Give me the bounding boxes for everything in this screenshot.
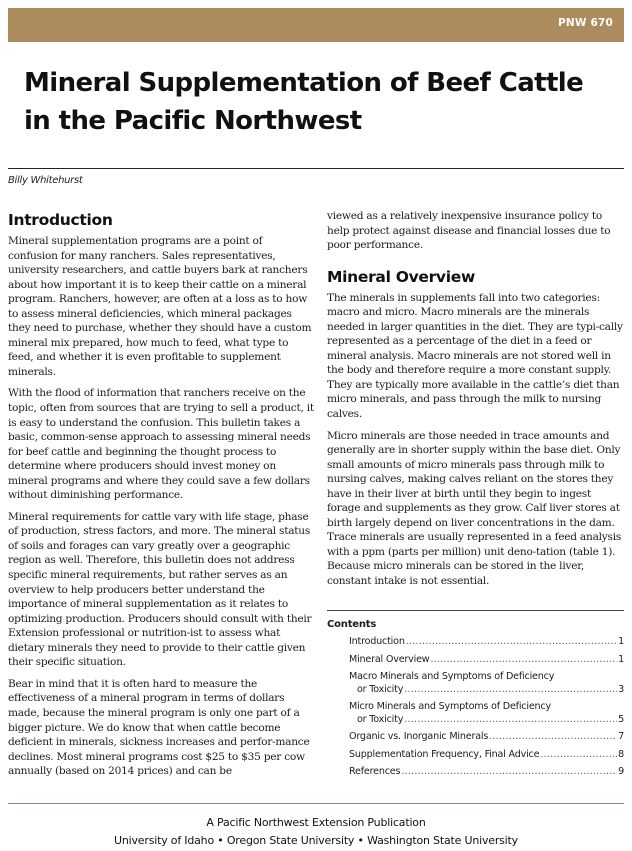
toc-page: 8 xyxy=(618,748,624,760)
toc-page: 1 xyxy=(618,636,624,647)
toc-item-mineral-overview[interactable] xyxy=(349,654,624,667)
toc-label: Micro Minerals and Symptoms of Deficiency xyxy=(349,701,551,712)
title-line-2: in the Pacific Northwest xyxy=(24,106,362,136)
toc-label: Introduction xyxy=(349,636,405,647)
toc-page: 1 xyxy=(618,653,624,665)
right-column xyxy=(327,209,625,596)
toc-leader xyxy=(401,766,617,779)
mineral-overview-heading: Mineral Overview xyxy=(327,267,475,286)
toc-list xyxy=(327,636,624,779)
toc-leader xyxy=(404,684,617,697)
table-of-contents xyxy=(327,619,624,784)
footer-publication-line: A Pacific Northwest Extension Publication xyxy=(206,816,426,829)
toc-leader xyxy=(406,636,617,649)
overview-paragraph-2: Micro minerals are those needed in trace amounts and generally are in shorter supply within the base diet. Only small amounts of micro minerals pass through milk to nursing calves, making calves reliant on the stores they have in their liver at birth until they begin to ingest forage and supplements as they grow. Calf liver stores at birth largely depend on liver concentrations in the dam. Trace minerals are usually represented in a feed analysis with a ppm (parts per million) unit deno-tation (table 1). Because micro minerals can be stored in the liver, constant intake is not essential. xyxy=(327,429,622,588)
toc-item-organic-vs-inorganic[interactable] xyxy=(349,731,624,744)
intro-paragraph-1: Mineral supplementation programs are a point of confusion for many ranchers. Sales representatives, university researchers, and cattle buyers bark at ranchers about how important it is to keep their cattle on a mineral program. Ranchers, however, are often at a loss as to how to assess mineral deficiencies, which mineral packages they need to purchase, whether they should have a custom mineral mix prepared, how much to feed, what type to feed, and whether it is even profitable to supplement minerals. xyxy=(8,235,312,378)
toc-item-supplementation-frequency[interactable] xyxy=(349,749,624,762)
author-byline: Billy Whitehurst xyxy=(8,175,83,186)
toc-page: 9 xyxy=(618,766,624,777)
intro-paragraph-4-continuation: viewed as a relatively inexpensive insurance policy to help protect against disease and financial losses due to poor performance. xyxy=(327,210,611,252)
publication-code: PNW 670 xyxy=(557,17,613,29)
toc-label: Supplementation Frequency, Final Advice xyxy=(349,748,540,760)
toc-label: References xyxy=(349,766,401,777)
toc-item-macro-minerals[interactable] xyxy=(349,671,624,696)
toc-item-introduction[interactable] xyxy=(349,636,624,649)
toc-page: 5 xyxy=(618,713,624,725)
toc-page: 7 xyxy=(618,731,624,742)
toc-item-micro-minerals[interactable] xyxy=(349,701,624,726)
footer-universities-line: University of Idaho • Oregon State University • Washington State University xyxy=(114,834,518,847)
document-title xyxy=(24,64,624,140)
contents-heading: Contents xyxy=(327,619,377,630)
contents-divider xyxy=(327,610,624,611)
toc-label-continued: or Toxicity xyxy=(357,683,404,695)
toc-item-references[interactable] xyxy=(349,766,624,779)
toc-label: Macro Minerals and Symptoms of Deficiency xyxy=(349,671,555,682)
header-band xyxy=(8,8,624,42)
toc-label: Mineral Overview xyxy=(349,653,430,665)
title-line-1: Mineral Supplementation of Beef Cattle xyxy=(24,68,584,98)
toc-page: 3 xyxy=(618,683,624,695)
toc-leader xyxy=(404,714,617,727)
title-divider xyxy=(8,168,624,169)
overview-paragraph-1: The minerals in supplements fall into two categories: macro and micro. Macro minerals are the minerals needed in larger quantities in the diet. They are typi-cally represented as a percentage of the diet in a feed or mineral analysis. Macro minerals are not stored well in the body and therefore require a more constant supply. They are typically more available in the cattle’s diet than micro minerals, and pass through the milk to nursing calves. xyxy=(327,291,623,421)
toc-leader xyxy=(430,654,617,667)
intro-paragraph-4: Bear in mind that it is often hard to measure the effectiveness of a mineral program in terms of dollars made, because the mineral program is only one part of a bigger picture. We do know that when cattle become deficient in minerals, sickness increases and perfor-mance declines. Most mineral programs cost $25 to $35 per cow annually (based on 2014 prices) and can be xyxy=(8,677,310,778)
footer-divider xyxy=(8,803,624,804)
toc-label: Organic vs. Inorganic Minerals xyxy=(349,731,489,742)
left-column xyxy=(8,210,314,786)
intro-paragraph-3: Mineral requirements for cattle vary with life stage, phase of production, stress factors, and more. The mineral status of soils and forages can vary greatly over a geographic region as well. Therefore, this bulletin does not address specific mineral requirements, but rather serves as an overview to help producers better understand the importance of mineral supplementation as it relates to optimizing production. Producers should consult with their Extension professional or nutrition-ist to assess what dietary minerals they need to provide to their cattle given their specific situation. xyxy=(8,510,312,669)
toc-leader xyxy=(540,749,617,762)
intro-paragraph-2: With the flood of information that ranchers receive on the topic, often from sources that are trying to sell a product, it is easy to understand the confusion. This bulletin takes a basic, common-sense approach to assessing mineral needs for beef cattle and beginning the thought process to determine where producers should invest money on mineral programs and where they could save a few dollars without diminishing performance. xyxy=(8,387,314,502)
introduction-heading: Introduction xyxy=(8,211,113,229)
toc-leader xyxy=(489,731,617,744)
footer xyxy=(0,814,632,850)
toc-label-continued: or Toxicity xyxy=(357,713,404,725)
